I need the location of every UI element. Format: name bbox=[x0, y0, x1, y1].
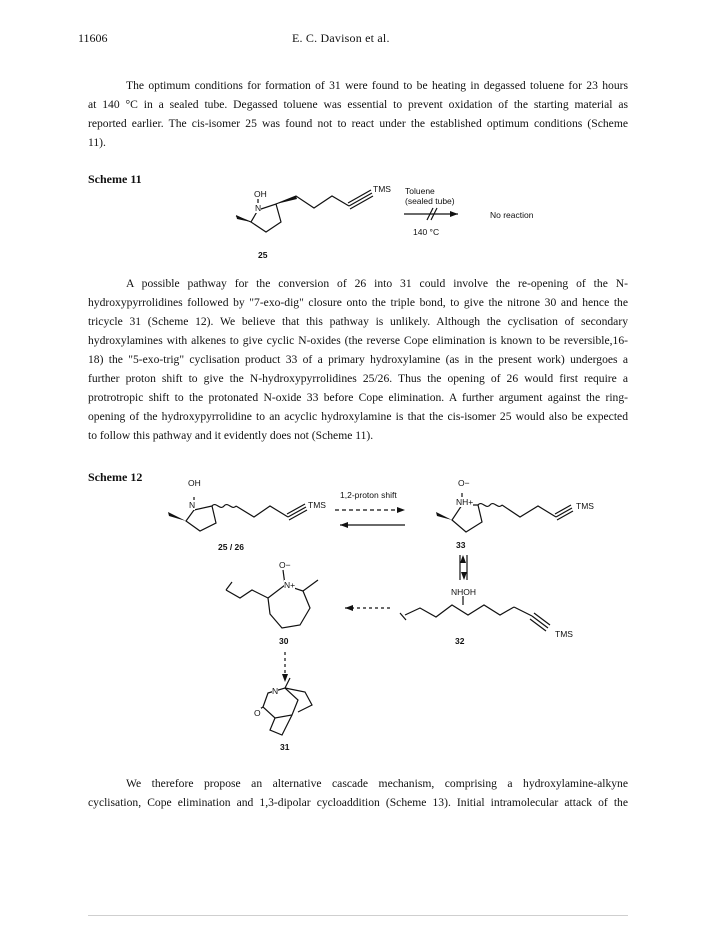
oh-label: OH bbox=[254, 189, 267, 199]
paragraph-line: tricycle 31 (Scheme 12). We believe that this pathway is unlikely. Although the cyclisation of secondary bbox=[88, 315, 628, 328]
condition-solvent: Toluene bbox=[405, 186, 435, 196]
paragraph-line: protrotropic shift to the protonated N-oxide 33 before Cope elimination. A further argument against the ring- bbox=[88, 391, 628, 404]
no-reaction-label: No reaction bbox=[490, 210, 534, 220]
proton-shift-label: 1,2-proton shift bbox=[340, 490, 397, 500]
paragraph-line: hydroxylamines with alkenes to give cyclic N-oxides (the reverse Cope elimination is known to be reversible,16- bbox=[88, 334, 628, 347]
paragraph-line: 11). bbox=[88, 136, 106, 149]
paragraph-line: cyclisation, Cope elimination and 1,3-dipolar cycloaddition (Scheme 13). Initial intramolecular attack of the bbox=[88, 796, 628, 809]
paragraph-line: We therefore propose an alternative cascade mechanism, comprising a hydroxylamine-alkyne bbox=[126, 777, 628, 790]
paragraph-line: at 140 °C in a sealed tube. Degassed toluene was essential to prevent oxidation of the starting material as bbox=[88, 98, 628, 111]
tms-label: TMS bbox=[555, 629, 573, 639]
o-minus-label: O− bbox=[458, 478, 470, 488]
o-label: O bbox=[254, 708, 261, 718]
paragraph-line: reported earlier. The cis-isomer 25 was found not to react under the established optimum conditions (Scheme bbox=[88, 117, 628, 130]
scheme-12-heading: Scheme 12 bbox=[88, 470, 143, 484]
paragraph-line: opening of the hydroxypyrrolidine to an acyclic hydroxylamine is that the cis-isomer 25 would also be expected bbox=[88, 410, 628, 423]
paragraph-line: The optimum conditions for formation of 31 were found to be heating in degassed toluene for 23 hours bbox=[126, 79, 628, 92]
n-label: N bbox=[272, 686, 279, 696]
nh-plus-label: NH+ bbox=[456, 497, 474, 507]
tms-label: TMS bbox=[576, 501, 594, 511]
compound-25-label: 25 bbox=[258, 250, 268, 260]
paragraph-line: further proton shift to give the N-hydroxypyrrolidines 25/26. Thus the opening of 26 would first require a bbox=[88, 372, 628, 385]
oh-label: OH bbox=[188, 478, 201, 488]
footer-rule bbox=[88, 915, 628, 916]
compound-30-label: 30 bbox=[279, 636, 289, 646]
page-number: 11606 bbox=[78, 31, 108, 45]
nhoh-label: NHOH bbox=[451, 587, 477, 597]
o-minus-label: O− bbox=[279, 560, 291, 570]
paragraph-line: to follow this pathway and it evidently does not (Scheme 11). bbox=[88, 429, 374, 442]
n-label: N bbox=[255, 203, 262, 213]
compound-33-label: 33 bbox=[456, 540, 466, 550]
paragraph-line: A possible pathway for the conversion of 26 into 31 could involve the re-opening of the N- bbox=[126, 277, 628, 290]
paragraph-3 bbox=[88, 774, 628, 812]
running-head: E. C. Davison et al. bbox=[292, 31, 390, 45]
n-plus-label: N+ bbox=[284, 580, 296, 590]
condition-temp: 140 °C bbox=[413, 227, 440, 237]
compound-25-26-label: 25 / 26 bbox=[218, 542, 244, 552]
tms-label: TMS bbox=[308, 500, 326, 510]
condition-vessel: (sealed tube) bbox=[405, 196, 455, 206]
paragraph-line: 18) the "5-exo-trig" cyclisation product 33 of a primary hydroxylamine (as in the present work) undergoes a bbox=[88, 353, 628, 366]
paragraph-line: hydroxypyrrolidines followed by "7-exo-dig" closure onto the triple bond, to give the nitrone 30 and hence the bbox=[88, 296, 628, 309]
tms-label: TMS bbox=[373, 184, 391, 194]
n-label: N bbox=[189, 500, 196, 510]
compound-31-label: 31 bbox=[280, 742, 290, 752]
scheme-11-heading: Scheme 11 bbox=[88, 172, 142, 186]
compound-32-label: 32 bbox=[455, 636, 465, 646]
